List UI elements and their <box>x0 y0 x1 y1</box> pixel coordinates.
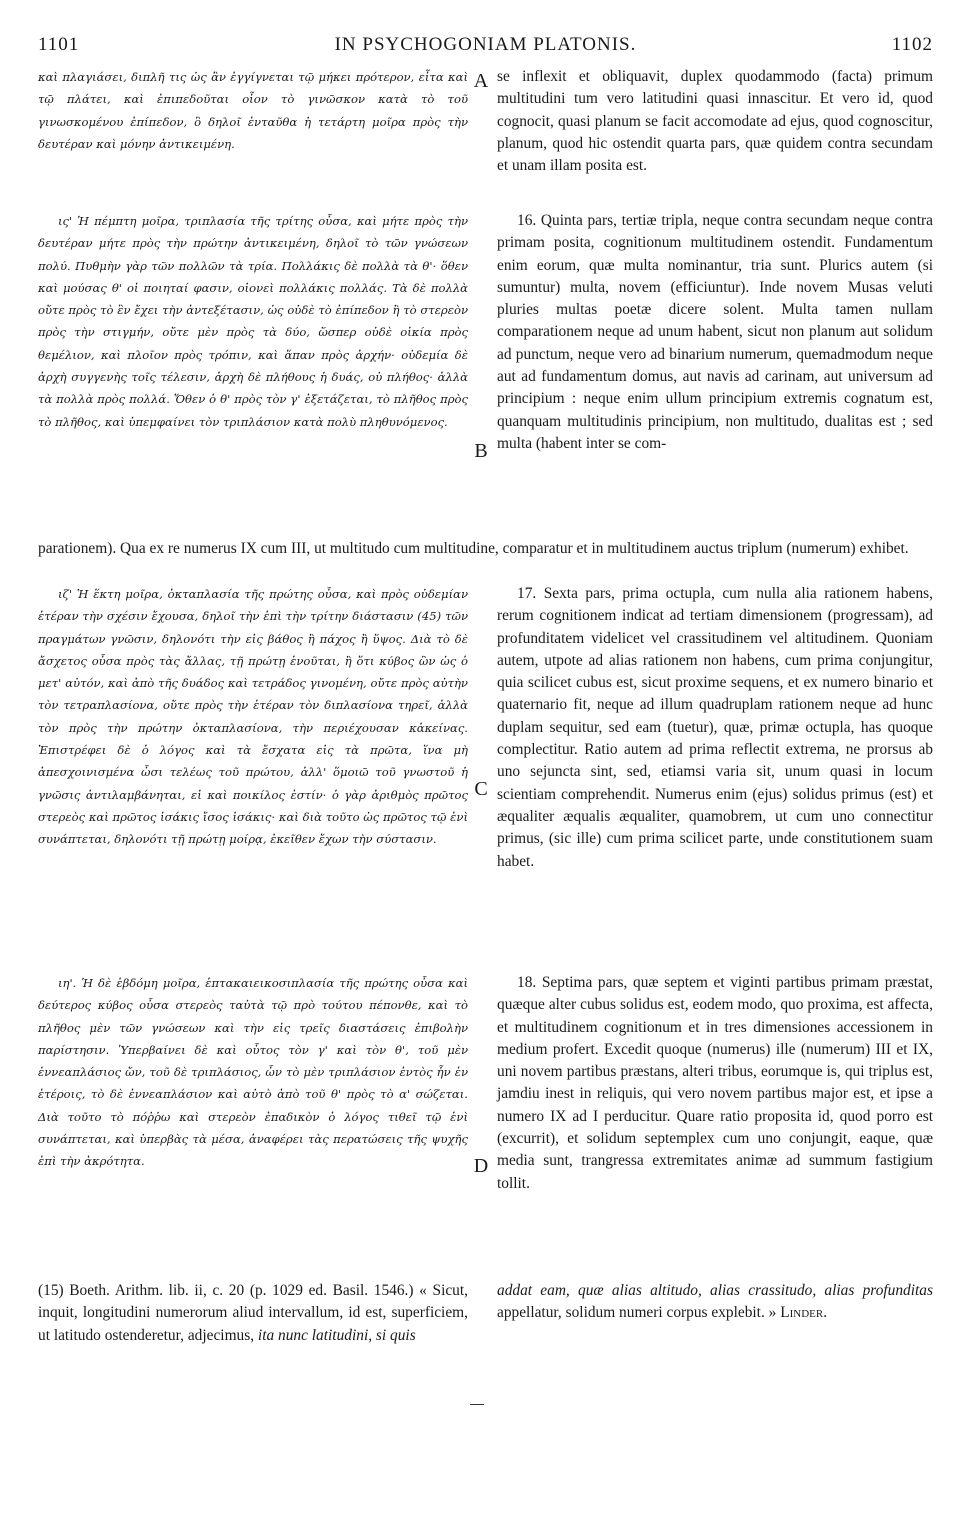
page-number-right: 1102 <box>891 34 933 55</box>
footnote-right <box>497 1280 933 1325</box>
latin-paragraph-3 <box>497 583 933 873</box>
latin-text: parationem). Qua ex re numerus IX cum III, ut multitudo cum multitudine, comparatur et in multitudinem auctus triplum (numerum) exhibet. <box>38 540 909 557</box>
greek-paragraph-1 <box>38 66 468 155</box>
running-title: IN PSYCHOGONIAM PLATONIS. <box>334 34 637 55</box>
running-header <box>38 34 933 60</box>
footnote-left <box>38 1280 468 1347</box>
latin-text: 17. Sexta pars, prima octupla, cum nulla alia rationem habens, rerum cognitionem indicat ad tertiam dimensionem (progressam), ad profunditatem videlicet vel crassitudinem vel altitudinem. Quoniam autem, utpote ad alias rationem non habens, cum prima conjungitur, quia scilicet cubus est, sicut proxime sequens, et ex numero binario et quaternario fit, neque ad illum quadruplam rationem neque ad hunc duplam sequitur, sed eam (tuetur), quæ, primæ octupla, has quoque complectitur. Ratio autem ad prima reflectit extrema, ne prorsus ab uno sejuncta sint, sed, etiamsi varia sit, unum quasi in locum scientiam comprehendit. Numerus enim (ejus) solidus primus (est) et æqualiter æqualis æqualiter, quamobrem, ut cum uno connectitur primus, (sic ille) cum prima scilicet parte, unde constitutionem suam habet. <box>497 585 933 870</box>
greek-paragraph-2 <box>38 210 468 433</box>
latin-paragraph-4 <box>497 972 933 1195</box>
footnote-italic: ita nunc latitudini, si quis <box>254 1326 416 1344</box>
footnote-italic: addat eam, quæ alias altitudo, alias crassitudo, alias profunditas <box>497 1282 933 1299</box>
greek-paragraph-3 <box>38 583 468 851</box>
footnote-author: Linder. <box>780 1304 828 1322</box>
margin-letter-a: A <box>473 70 489 92</box>
latin-text: 18. Septima pars, quæ septem et viginti partibus primam præstat, quæque alter cubus solidus est, eodem modo, quo proxima, est affecta, et multitudinem cognitionum et in tres dimensiones accessionem in medium profert. Excedit quoque (numerus) ille (numerum) III et IX, uni novem partibus præstans, alteri tribus, eorumque is, qui triplus est, jamdiu inest in reliquis, qui vero novem partibus major est, et ipse a numero IX ad I perducitur. Quare ratio proposita id, quod porro est (excurrit), et solidum septemplex cum uno conjungit, eaque, quæ media sunt, trangressa extremitates animæ ad summum fastigium tollit. <box>497 974 933 1192</box>
greek-paragraph-4 <box>38 972 468 1173</box>
latin-text: 16. Quinta pars, tertiæ tripla, neque contra secundam neque contra primam posita, cognitionum multitudinem ostendit. Fundamentum enim eorum, quæ multa nominantur, tria sunt. Plurics autem (si sumuntur) multa, novem (efficiuntur). Inde novem Musas veluti pluries multas poetæ dicere solent. Multa tamen nullam comparationem neque ad unum habent, sicut non planum aut solidum ad punctum, neque vero ad binarium numerum, quemadmodum neque aut ad fundamentum domus, aut navis ad carinam, aut universum ad principium : neque enim ullum principium extremis cognatum est, quanquam multitudinis principium, non multitudo, dualitas est ; sed multa (habent inter se com- <box>497 212 933 452</box>
greek-text: ιζ' Ἡ ἕκτη μοῖρα, ὀκταπλασία τῆς πρώτης οὖσα, καὶ πρὸς οὐδεμίαν ἑτέραν τὴν σχέσιν ἔχουσα, δηλοῖ τὴν ἐπὶ τὴν τρίτην διάστασιν (45) τῶν πραγμάτων γνῶσιν, δηλονότι τὴν εἰς βάθος ἢ πάχος ἢ ὕψος. Διὰ τὸ δὲ ἄσχετος οὖσα πρὸς τὰς ἄλλας, τῇ πρώτῃ ἑνοῦται, ἢ ὅτι κύβος ὢν ὡς ὁ μετ' αὐτόν, καὶ ἀπὸ τῆς δυάδος καὶ τετράδος γινομένη, οὔτε πρὸς αὐτὴν τὸν τετραπλασίονα, οὔτε πρὸς τὴν ἑτέραν τὸν διπλασίονα τηρεῖ, ἀλλὰ τὸν πρὸς τὴν πρώτην ὀκταπλασίονα, τὴν περιέχουσαν κἀκείνας. Ἐπιστρέφει δὲ ὁ λόγος καὶ τὰ ἔσχατα εἰς τὰ πρῶτα, ἵνα μὴ ἀπεσχοινισμένα ὦσι τελέως τοῦ πρώτου, ἀλλ' ὅμοιῶ τοῦ γνωστοῦ ἡ γνῶσις ἀντιλαμβάνηται, εἰ καὶ ποικίλος ἐστίν· ὁ γὰρ ἀριθμὸς πρῶτος στερεὸς καὶ πρῶτος ἰσάκις ἴσος ἰσάκις· καὶ διὰ τοῦτο ὡς πρῶτος τῷ ἑνὶ συνάπτεται, δηλονότι τῇ πρώτῃ μοίρᾳ, ἐκεῖθεν ἔχων τὴν σύστασιν. <box>38 587 468 847</box>
margin-letter-b: B <box>474 440 488 462</box>
footnote-text: appellatur, solidum numeri corpus explebit. » <box>497 1304 777 1322</box>
latin-paragraph-1 <box>497 66 933 177</box>
latin-text: se inflexit et obliquavit, duplex quodammodo (facta) primum multitudini tum vero latitudini quasi innascitur. Et vero id, quod cognocit, quasi planum se facit accomodate ad ejus, quod cognoscitur, planum, quod hic ostendit quarta pars, quæ quidem contra secundam et unam illam posita est. <box>497 68 933 175</box>
greek-text: ιη'. Ἡ δὲ ἑβδόμη μοῖρα, ἑπτακαιεικοσιπλασία τῆς πρώτης οὖσα καὶ δεύτερος κύβος οὖσα στερεὸς ταὐτὰ τῷ πρὸ τούτου πέπονθε, καὶ τὸ πλῆθος μὲν τῶν γνώσεων καὶ τὴν εἰς τρεῖς διαστάσεις ἐπιβολὴν παρίστησιν. Ὑπερβαίνει δὲ καὶ οὗτος τὸν γ' καὶ τὸν θ', τοῦ μὲν ἐννεαπλάσιος ὤν, τοῦ δὲ τριπλάσιος, ὧν τὸ μὲν τριπλάσιον ἐντὸς ἦν ἐν ἑτέροις, τὸ δὲ ἐννεαπλάσιον καὶ αὐτὸ ἀπὸ τοῦ θ' πρὸς τὸ α' σώζεται. Διὰ τοῦτο τὸ πόῤῥω καὶ στερεὸν ἐπαδικὸν ὁ λόγος τιθεῖ τῷ ἑνὶ συνάπτεται, καὶ ὑπερβὰς τὰ μέσα, ἀναφέρει τὰς περατώσεις τῆς ψυχῆς ἐπὶ τὴν ἀκρότητα. <box>38 976 468 1169</box>
page-number-left: 1101 <box>38 34 80 55</box>
page-end-rule <box>470 1404 484 1405</box>
greek-text: καὶ πλαγιάσει, διπλῆ τις ὡς ἂν ἐγγίγνεται τῷ μήκει πρότερον, εἶτα καὶ τῷ πλάτει, καὶ ἐπιπεδοῦται οἷον τὸ γινῶσκον κατὰ τὸ τοῦ γινωσκομένου ἐπίπεδον, ὃ δηλοῖ ἐνταῦθα ἡ τετάρτη μοῖρα πρὸς τὴν δευτέραν καὶ μόνην ἀντικειμένη. <box>38 70 468 151</box>
margin-letter-c: C <box>474 778 488 800</box>
margin-letter-d: D <box>473 1155 489 1177</box>
full-width-continuation <box>38 538 933 560</box>
greek-text: ις' Ἡ πέμπτη μοῖρα, τριπλασία τῆς τρίτης οὖσα, καὶ μήτε πρὸς τὴν δευτέραν μήτε πρὸς τὴν πρώτην ἀντικειμένη, δηλοῖ τὸ τῶν γνώσεων πολύ. Πυθμὴν γὰρ τῶν πολλῶν τὰ τρία. Πολλάκις δὲ πολλὰ τὰ θ'· ὅθεν καὶ μούσας θ' οἱ ποιηταί φασιν, οἱονεὶ πολλάκις πολλάς. Τὰ δὲ πολλὰ οὔτε πρὸς τὸ ἓν ἔχει τὴν ἀντεξέτασιν, ὡς οὐδὲ τὸ ἐπίπεδον ἢ τὸ στερεὸν πρὸς τὴν στιγμήν, οὔτε μὲν πρὸς τὰ δύο, ὥσπερ οὐδὲ οἰκία πρὸς θεμέλιον, καὶ πλοῖον πρὸς τρόπιν, καὶ ἅπαν πρὸς ἀρχήν· οὐδεμία δὲ ἀρχὴ συγγενὴς τοῖς τέλεσιν, ἀρχὴ δὲ πλήθους ἡ δυάς, οὐ πλήθος· ἀλλὰ τὰ πολλὰ πρὸς πολλά. Ὅθεν ὁ θ' πρὸς τὸν γ' ἐξετάζεται, τὸ πλῆθος πρὸς τὸ πλῆθος, καὶ ὑπεμφαίνει τὸν τριπλάσιον κατὰ πολὺ πληθυνόμενος. <box>38 214 468 429</box>
latin-paragraph-2 <box>497 210 933 455</box>
footnote-text: (15) Boeth. Arithm. lib. ii, c. 20 (p. 1029 ed. Basil. 1546.) « Sicut, inquit, longitudini numerorum aliud intervallum, id est, superficiem, ut latitudo ostenderetur, adjecimus, <box>38 1282 468 1344</box>
